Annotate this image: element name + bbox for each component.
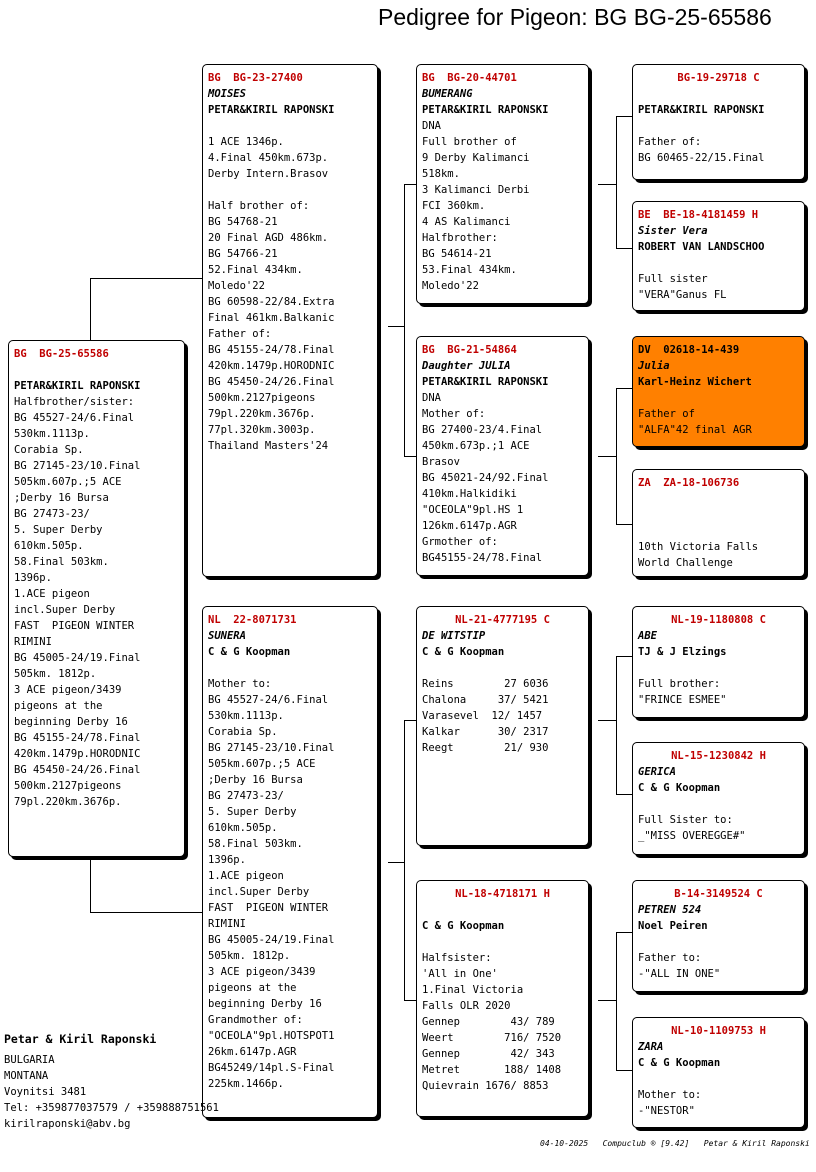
footer-credit: 04-10-2025 Compuclub ® [9.42] Petar & Kiril Raponski: [540, 1139, 810, 1148]
pigeon-notes: Halfsister: 'All in One' 1.Final Victoria Falls OLR 2020 Gennep 43/ 789 Weert 716/ 7520 Gennep 42/ 343 Metret 188/ 1408 Quievrain 1676/ 8853: [422, 952, 562, 1092]
breeder-region: MONTANA: [4, 1070, 49, 1082]
pigeon-name: DE WITSTIP: [422, 630, 486, 642]
breeder-phone: Tel: +359877037579 / +359888751561: [4, 1102, 219, 1114]
owner-name: PETAR&KIRIL RAPONSKI: [422, 104, 549, 116]
owner-name: Noel Peiren: [638, 920, 708, 932]
breeder-name: Petar & Kiril Raponski: [4, 1032, 157, 1046]
connector-line: [616, 932, 632, 933]
connector-line: [90, 278, 91, 340]
ring-number: B-14-3149524 C: [674, 888, 763, 900]
pigeon-name: Sister Vera: [638, 225, 708, 237]
connector-line: [598, 720, 616, 721]
pigeon-name: [638, 86, 799, 102]
pigeon-name: [422, 902, 583, 918]
owner-name: [638, 507, 799, 523]
breeder-country: BULGARIA: [4, 1054, 55, 1066]
ring-number: BG BG-21-54864: [422, 344, 517, 356]
sire-card: [202, 64, 378, 577]
ring-number: NL-15-1230842 H: [671, 750, 766, 762]
connector-line: [616, 932, 617, 1070]
connector-line: [90, 278, 202, 279]
ring-number: BG-19-29718 C: [677, 72, 760, 84]
breeder-info: [4, 1032, 219, 1132]
pigeon-name: PETREN 524: [638, 904, 702, 916]
pigeon-name: BUMERANG: [422, 88, 473, 100]
pigeon-name: SUNERA: [208, 630, 246, 642]
pigeon-notes: Mother to: BG 45527-24/6.Final 530km.1113p. Corabia Sp. BG 27145-23/10.Final 505km.607p.;5 ACE ;Derby 16 Bursa BG 27473-23/ 5. Super Derby 610km.505p. 58.Final 503km. 1396p. 1.ACE pigeon incl.Super Derby FAST PIGEON WINTER RIMINI BG 45005-24/19.Final 505km. 1812p. 3 ACE pigeon/3439 pigeons at the beginning Derby 16 Grandmother of: "OCEOLA"9pl.HOTSPOT1 26km.6147p.AGR BG45249/14pl.S-Final 225km.1466p.: [208, 678, 335, 1090]
owner-name: PETAR&KIRIL RAPONSKI: [638, 104, 765, 116]
pigeon-name: ABE: [638, 630, 657, 642]
pigeon-notes: Father of: BG 60465-22/15.Final: [638, 136, 765, 164]
pigeon-notes: DNA Mother of: BG 27400-23/4.Final 450km.673p.;1 ACE Brasov BG 45021-24/92.Final 410km.Halkidiki "OCEOLA"9pl.HS 1 126km.6147p.AGR Grmother of: BG45155-24/78.Final: [422, 392, 549, 564]
ring-number: NL-10-1109753 H: [671, 1025, 766, 1037]
pigeon-notes: Full brother: "FRINCE ESMEE": [638, 678, 727, 706]
ring-number: ZA ZA-18-106736: [638, 477, 740, 489]
ring-number: BG BG-23-27400: [208, 72, 303, 84]
breeder-email: kirilraponski@abv.bg: [4, 1118, 131, 1130]
owner-name: TJ & J Elzings: [638, 646, 727, 658]
connector-line: [616, 388, 632, 389]
breeder-address: Voynitsi 3481: [4, 1086, 87, 1098]
pigeon-name: ZARA: [638, 1041, 664, 1053]
pigeon-notes: Full sister "VERA"Ganus FL: [638, 273, 727, 301]
connector-line: [616, 248, 632, 249]
pigeon-notes: DNA Full brother of 9 Derby Kalimanci 518km. 3 Kalimanci Derbi FCI 360km. 4 AS Kalimanci Halfbrother: BG 54614-21 53.Final 434km. Moledo'22: [422, 120, 530, 292]
ssd-card: [632, 201, 805, 311]
connector-line: [598, 184, 616, 185]
connector-line: [616, 794, 632, 795]
owner-name: Karl-Heinz Wichert: [638, 376, 752, 388]
connector-line: [616, 656, 617, 794]
connector-line: [616, 388, 617, 524]
pigeon-name: [14, 362, 179, 378]
owner-name: ROBERT VAN LANDSCHOO: [638, 241, 765, 253]
owner-name: PETAR&KIRIL RAPONSKI: [422, 376, 549, 388]
ring-number: BG BG-25-65586: [14, 348, 109, 360]
ring-number: BG BG-20-44701: [422, 72, 517, 84]
ring-number: NL-21-4777195 C: [455, 614, 550, 626]
connector-line: [90, 912, 202, 913]
connector-line: [90, 857, 91, 913]
pigeon-name: [638, 491, 799, 507]
dam-sire-card: [416, 606, 589, 846]
pigeon-notes: Mother to: -"NESTOR": [638, 1089, 702, 1117]
pigeon-notes: Full Sister to: _"MISS OVEREGGE#": [638, 814, 746, 842]
pigeon-name: GERICA: [638, 766, 676, 778]
connector-line: [388, 862, 404, 863]
connector-line: [404, 720, 405, 1000]
connector-line: [616, 524, 632, 525]
ring-number: NL-18-4718171 H: [455, 888, 550, 900]
connector-line: [404, 184, 416, 185]
connector-line: [616, 116, 617, 248]
dss-card: [632, 606, 805, 718]
page-title: Pedigree for Pigeon: BG BG-25-65586: [378, 4, 772, 30]
owner-name: C & G Koopman: [208, 646, 291, 658]
sdd-card: [632, 469, 805, 577]
connector-line: [388, 326, 404, 327]
ring-number: BE BE-18-4181459 H: [638, 209, 759, 221]
ring-number: NL-19-1180808 C: [671, 614, 766, 626]
dds-card: [632, 880, 805, 992]
connector-line: [404, 184, 405, 456]
sds-card: [632, 336, 805, 447]
owner-name: PETAR&KIRIL RAPONSKI: [208, 104, 335, 116]
dam-card: [202, 606, 378, 1118]
sire-dam-card: [416, 336, 589, 576]
subject-card: [8, 340, 185, 857]
owner-name: PETAR&KIRIL RAPONSKI: [14, 380, 141, 392]
pigeon-notes: Father to: -"ALL IN ONE": [638, 952, 721, 980]
pigeon-name: Daughter JULIA: [422, 360, 511, 372]
connector-line: [404, 456, 416, 457]
connector-line: [404, 720, 416, 721]
ring-number: DV 02618-14-439: [638, 344, 740, 356]
owner-name: C & G Koopman: [422, 646, 505, 658]
connector-line: [404, 1000, 416, 1001]
owner-name: C & G Koopman: [422, 920, 505, 932]
pigeon-notes: 1 ACE 1346p. 4.Final 450km.673p. Derby Intern.Brasov Half brother of: BG 54768-21 20 Final AGD 486km. BG 54766-21 52.Final 434km. Moledo'22 BG 60598-22/84.Extra Final 461km.Balkanic Father of: BG 45155-24/78.Final 420km.1479p.HORODNIC BG 45450-24/26.Final 500km.2127pigeons 79pl.220km.3676p. 77pl.320km.3003p. Thailand Masters'24: [208, 136, 335, 452]
dsd-card: [632, 742, 805, 855]
ring-number: NL 22-8071731: [208, 614, 297, 626]
pigeon-notes: Reins 27 6036 Chalona 37/ 5421 Varasevel 12/ 1457 Kalkar 30/ 2317 Reegt 21/ 930: [422, 678, 549, 754]
sire-sire-card: [416, 64, 589, 304]
pigeon-notes: Halfbrother/sister: BG 45527-24/6.Final 530km.1113p. Corabia Sp. BG 27145-23/10.Final 505km.607p.;5 ACE ;Derby 16 Bursa BG 27473-23/ 5. Super Derby 610km.505p. 58.Final 503km. 1396p. 1.ACE pigeon incl.Super Derby FAST PIGEON WINTER RIMINI BG 45005-24/19.Final 505km. 1812p. 3 ACE pigeon/3439 pigeons at the beginning Derby 16 BG 45155-24/78.Final 420km.1479p.HORODNIC BG 45450-24/26.Final 500km.2127pigeons 79pl.220km.3676p.: [14, 396, 141, 808]
owner-name: C & G Koopman: [638, 1057, 721, 1069]
pigeon-notes: 10th Victoria Falls World Challenge: [638, 541, 759, 569]
connector-line: [616, 1070, 632, 1071]
pigeon-name: Julia: [638, 360, 670, 372]
owner-name: C & G Koopman: [638, 782, 721, 794]
sss-card: [632, 64, 805, 180]
dam-dam-card: [416, 880, 589, 1117]
connector-line: [616, 656, 632, 657]
pigeon-name: MOISES: [208, 88, 246, 100]
ddd-card: [632, 1017, 805, 1128]
connector-line: [616, 116, 632, 117]
pigeon-notes: Father of "ALFA"42 final AGR: [638, 408, 752, 436]
connector-line: [598, 1000, 616, 1001]
connector-line: [598, 456, 616, 457]
